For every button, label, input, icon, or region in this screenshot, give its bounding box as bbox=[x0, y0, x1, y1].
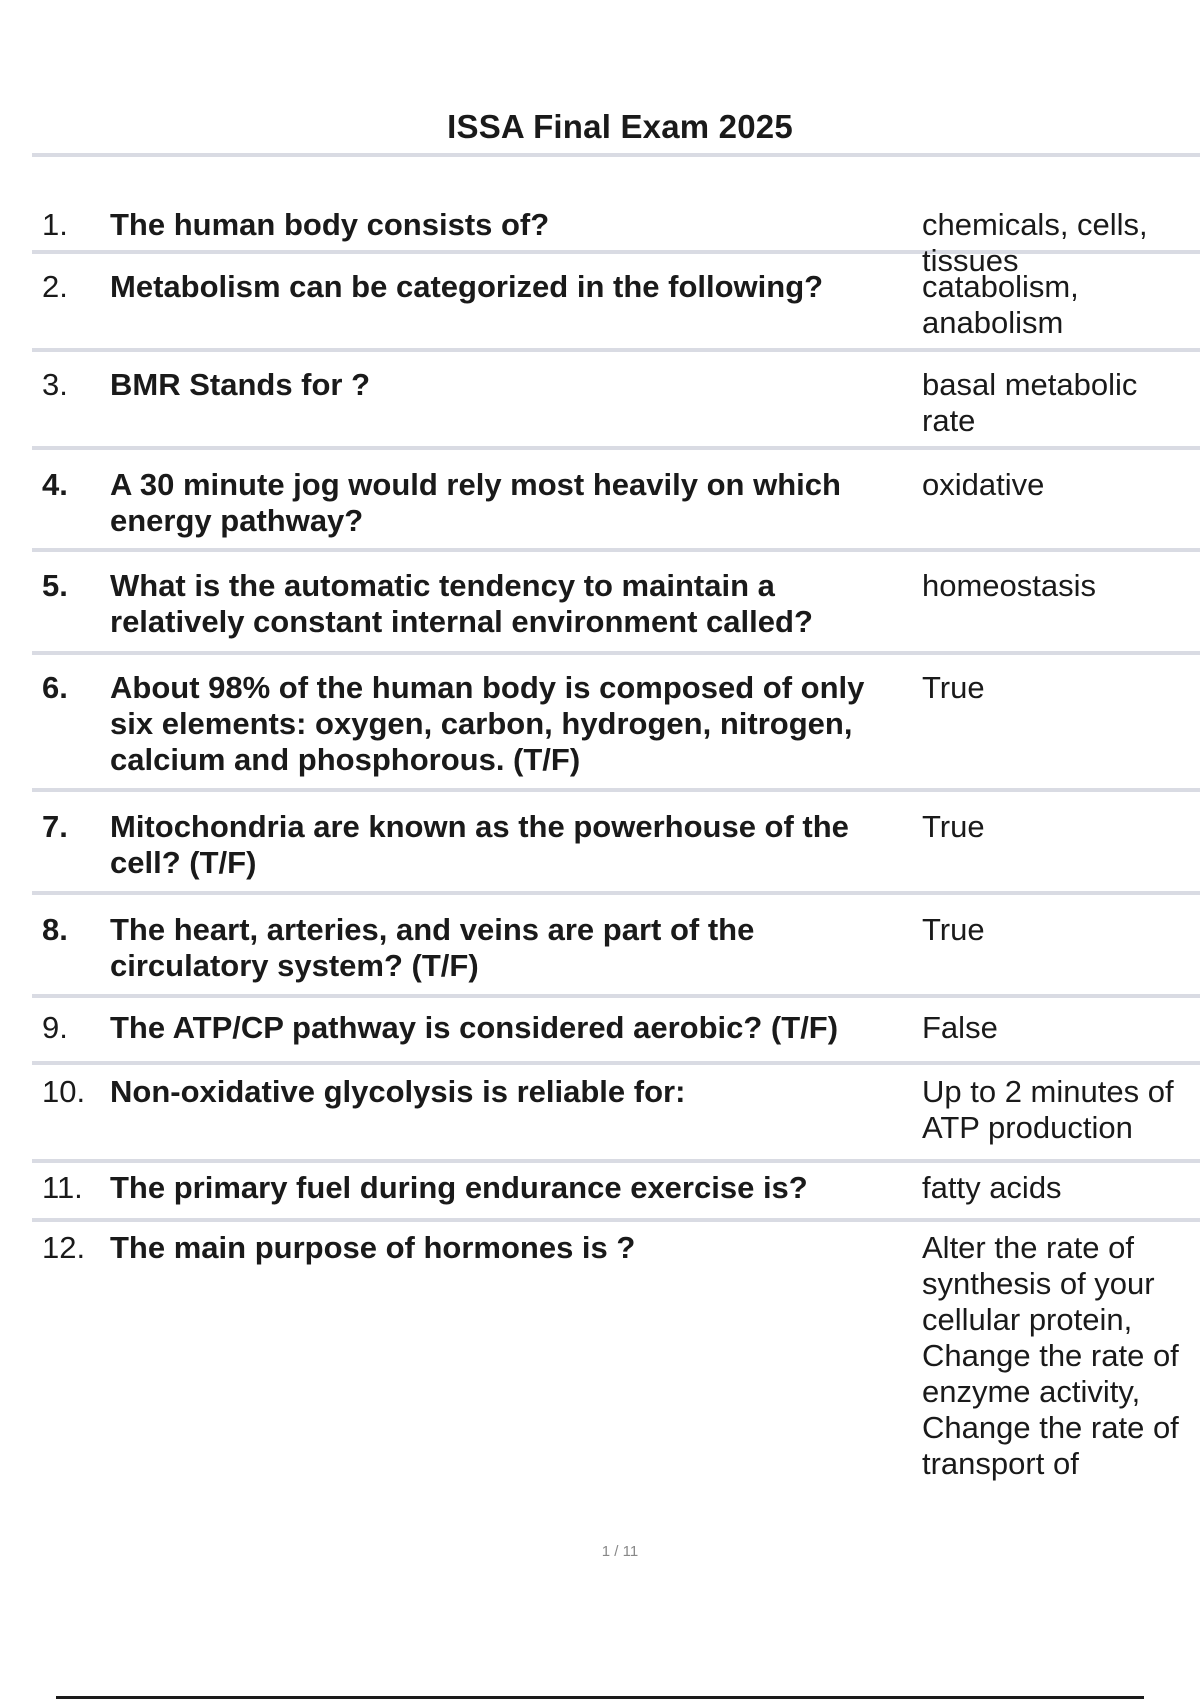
question-text: Non-oxidative glycolysis is reliable for: bbox=[110, 1074, 686, 1109]
question-number: 9. bbox=[42, 1010, 68, 1045]
question-row-3 bbox=[32, 352, 1200, 450]
question-text: The ATP/CP pathway is considered aerobic? (T/F) bbox=[110, 1010, 839, 1045]
answer-text: chemicals, cells, tissues bbox=[922, 207, 1148, 278]
answer-text: homeostasis bbox=[922, 568, 1097, 603]
question-text: The human body consists of? bbox=[110, 207, 550, 242]
page-number: 1 / 11 bbox=[601, 1543, 639, 1560]
question-row-7 bbox=[32, 792, 1200, 895]
question-text: The primary fuel during endurance exercise is? bbox=[110, 1170, 808, 1205]
answer-text: False bbox=[922, 1010, 998, 1045]
question-text: The main purpose of hormones is ? bbox=[110, 1230, 636, 1265]
answer-text: basal metabolic rate bbox=[922, 367, 1138, 438]
question-number: 2. bbox=[42, 269, 68, 304]
question-text: The heart, arteries, and veins are part of the circulatory system? (T/F) bbox=[110, 912, 755, 983]
question-text: A 30 minute jog would rely most heavily on which energy pathway? bbox=[110, 467, 841, 538]
question-row-10 bbox=[32, 1065, 1200, 1163]
question-number: 11. bbox=[42, 1170, 83, 1205]
question-number: 8. bbox=[42, 912, 68, 947]
question-row-12 bbox=[32, 1222, 1200, 1492]
answer-text: oxidative bbox=[922, 467, 1045, 502]
question-row-2 bbox=[32, 254, 1200, 352]
answer-text: True bbox=[922, 809, 985, 844]
question-text: Mitochondria are known as the powerhouse of the cell? (T/F) bbox=[110, 809, 849, 880]
question-row-6 bbox=[32, 655, 1200, 792]
answer-text: True bbox=[922, 912, 985, 947]
bottom-divider bbox=[56, 1696, 1144, 1699]
question-number: 12. bbox=[42, 1230, 86, 1265]
question-number: 7. bbox=[42, 809, 68, 844]
question-row-1 bbox=[32, 157, 1200, 278]
question-number: 4. bbox=[42, 467, 68, 502]
question-text: Metabolism can be categorized in the following? bbox=[110, 269, 824, 304]
question-list bbox=[32, 157, 1200, 1492]
question-row-4 bbox=[32, 450, 1200, 552]
answer-text: fatty acids bbox=[922, 1170, 1062, 1205]
question-text: BMR Stands for ? bbox=[110, 367, 371, 402]
answer-text: Up to 2 minutes of ATP production bbox=[922, 1074, 1174, 1145]
question-row-5 bbox=[32, 552, 1200, 655]
question-text: What is the automatic tendency to maintain a relatively constant internal environment called? bbox=[110, 568, 813, 639]
answer-text: catabolism, anabolism bbox=[922, 269, 1079, 340]
page-title: ISSA Final Exam 2025 bbox=[447, 108, 793, 145]
question-row-8 bbox=[32, 895, 1200, 998]
question-number: 3. bbox=[42, 367, 68, 402]
question-number: 1. bbox=[42, 207, 68, 242]
question-number: 10. bbox=[42, 1074, 86, 1109]
question-row-9 bbox=[32, 998, 1200, 1065]
question-row-11 bbox=[32, 1163, 1200, 1222]
question-text: About 98% of the human body is composed of only six elements: oxygen, carbon, hydrogen, nitrogen, calcium and phosphorous. (T/F) bbox=[110, 670, 865, 777]
answer-text: Alter the rate of synthesis of your cellular protein, Change the rate of enzyme activity, Change the rate of transport of bbox=[922, 1230, 1179, 1481]
answer-text: True bbox=[922, 670, 985, 705]
question-number: 6. bbox=[42, 670, 68, 705]
question-number: 5. bbox=[42, 568, 68, 603]
